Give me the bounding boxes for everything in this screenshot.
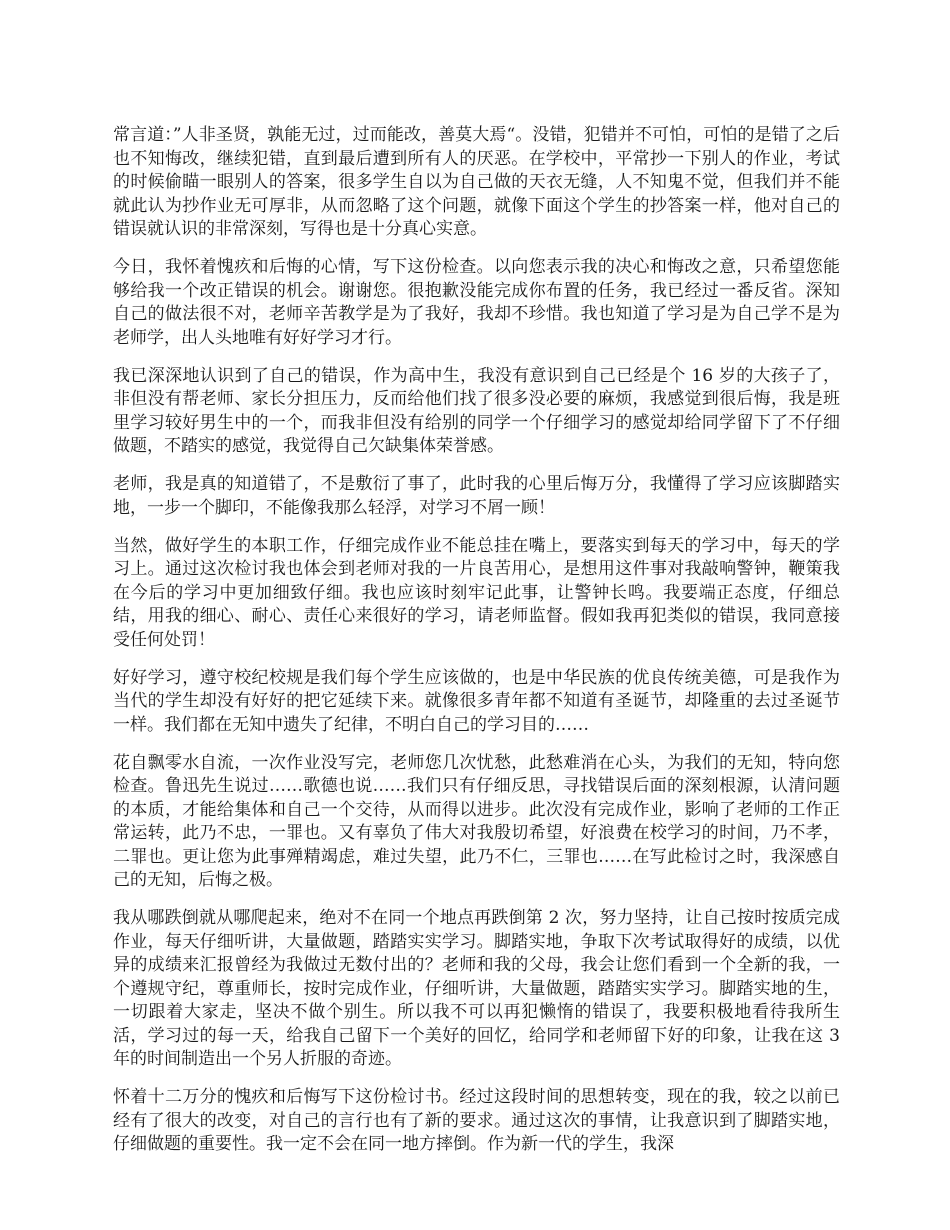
paragraph-3: 我已深深地认识到了自己的错误，作为高中生，我没有意识到自己已经是个 16 岁的大孩子了，非但没有帮老师、家长分担压力，反而给他们找了很多没必要的麻烦，我感觉到很后悔，我是班里学习较好男生中的一个，而我非但没有给别的同学一个仔细学习的感觉却给同学留下了不仔细做题，不踏实的感觉，我觉得自己欠缺集体荣誉感。 (113, 365, 840, 456)
document-body (113, 124, 840, 1171)
paragraph-8: 我从哪跌倒就从哪爬起来，绝对不在同一个地点再跌倒第 2 次，努力坚持，让自己按时按质完成作业，每天仔细听讲，大量做题，踏踏实实学习。脚踏实地，争取下次考试取得好的成绩，以优异的成绩来汇报曾经为我做过无数付出的？老师和我的父母，我会让您们看到一个全新的我，一个遵规守纪，尊重师长，按时完成作业，仔细听讲，大量做题，踏踏实实学习。脚踏实地的生，一切跟着大家走，坚决不做个别生。所以我不可以再犯懒惰的错误了，我要积极地看待我所生活，学习过的每一天，给我自己留下一个美好的回忆，给同学和老师留下好的印象，让我在这 3 年的时间制造出一个另人折服的奇迹。 (113, 908, 840, 1069)
paragraph-6: 好好学习，遵守校纪校规是我们每个学生应该做的，也是中华民族的优良传统美德，可是我作为当代的学生却没有好好的把它延续下来。就像很多青年都不知道有圣诞节，却隆重的去过圣诞节一样。我们都在无知中遗失了纪律，不明白自己的学习目的…… (113, 667, 840, 735)
paragraph-4: 老师，我是真的知道错了，不是敷衍了事了，此时我的心里后悔万分，我懂得了学习应该脚踏实地，一步一个脚印，不能像我那么轻浮，对学习不屑一顾！ (113, 474, 840, 518)
paragraph-5: 当然，做好学生的本职工作，仔细完成作业不能总挂在嘴上，要落实到每天的学习中，每天的学习上。通过这次检讨我也体会到老师对我的一片良苦用心，是想用这件事对我敲响警钟，鞭策我在今后的学习中更加细致仔细。我也应该时刻牢记此事，让警钟长鸣。我要端正态度，仔细总结，用我的细心、耐心、责任心来很好的学习，请老师监督。假如我再犯类似的错误，我同意接受任何处罚！ (113, 535, 840, 650)
paragraph-9: 怀着十二万分的愧疚和后悔写下这份检讨书。经过这段时间的思想转变，现在的我，较之以前已经有了很大的改变，对自己的言行也有了新的要求。通过这次的事情，让我意识到了脚踏实地，仔细做题的重要性。我一定不会在同一地方摔倒。作为新一代的学生，我深 (113, 1087, 840, 1154)
paragraph-1: 常言道：”人非圣贤，孰能无过，过而能改，善莫大焉“。没错，犯错并不可怕，可怕的是错了之后也不知悔改，继续犯错，直到最后遭到所有人的厌恶。在学校中，平常抄一下别人的作业，考试的时候偷瞄一眼别人的答案，很多学生自以为自己做的天衣无缝，人不知鬼不觉，但我们并不能就此认为抄作业无可厚非，从而忽略了这个问题，就像下面这个学生的抄答案一样，他对自己的错误就认识的非常深刻，写得也是十分真心实意。 (113, 125, 840, 239)
paragraph-2: 今日，我怀着愧疚和后悔的心情，写下这份检查。以向您表示我的决心和悔改之意，只希望您能够给我一个改正错误的机会。谢谢您。很抱歉没能完成你布置的任务，我已经过一番反省。深知自己的做法很不对，老师辛苦教学是为了我好，我却不珍惜。我也知道了学习是为自己学不是为老师学，出人头地唯有好好学习才行。 (113, 257, 840, 348)
paragraph-7: 花自飘零水自流，一次作业没写完，老师您几次忧愁，此愁难消在心头，为我们的无知，特向您检查。鲁迅先生说过……歌德也说……我们只有仔细反思，寻找错误后面的深刻根源，认清问题的本质，才能给集体和自己一个交待，从而得以进步。此次没有完成作业，影响了老师的工作正常运转，此乃不忠，一罪也。又有辜负了伟大对我殷切希望，好浪费在校学习的时间，乃不孝，二罪也。更让您为此事殚精竭虑，难过失望，此乃不仁，三罪也……在写此检讨之时，我深感自己的无知，后悔之极。 (113, 752, 840, 890)
